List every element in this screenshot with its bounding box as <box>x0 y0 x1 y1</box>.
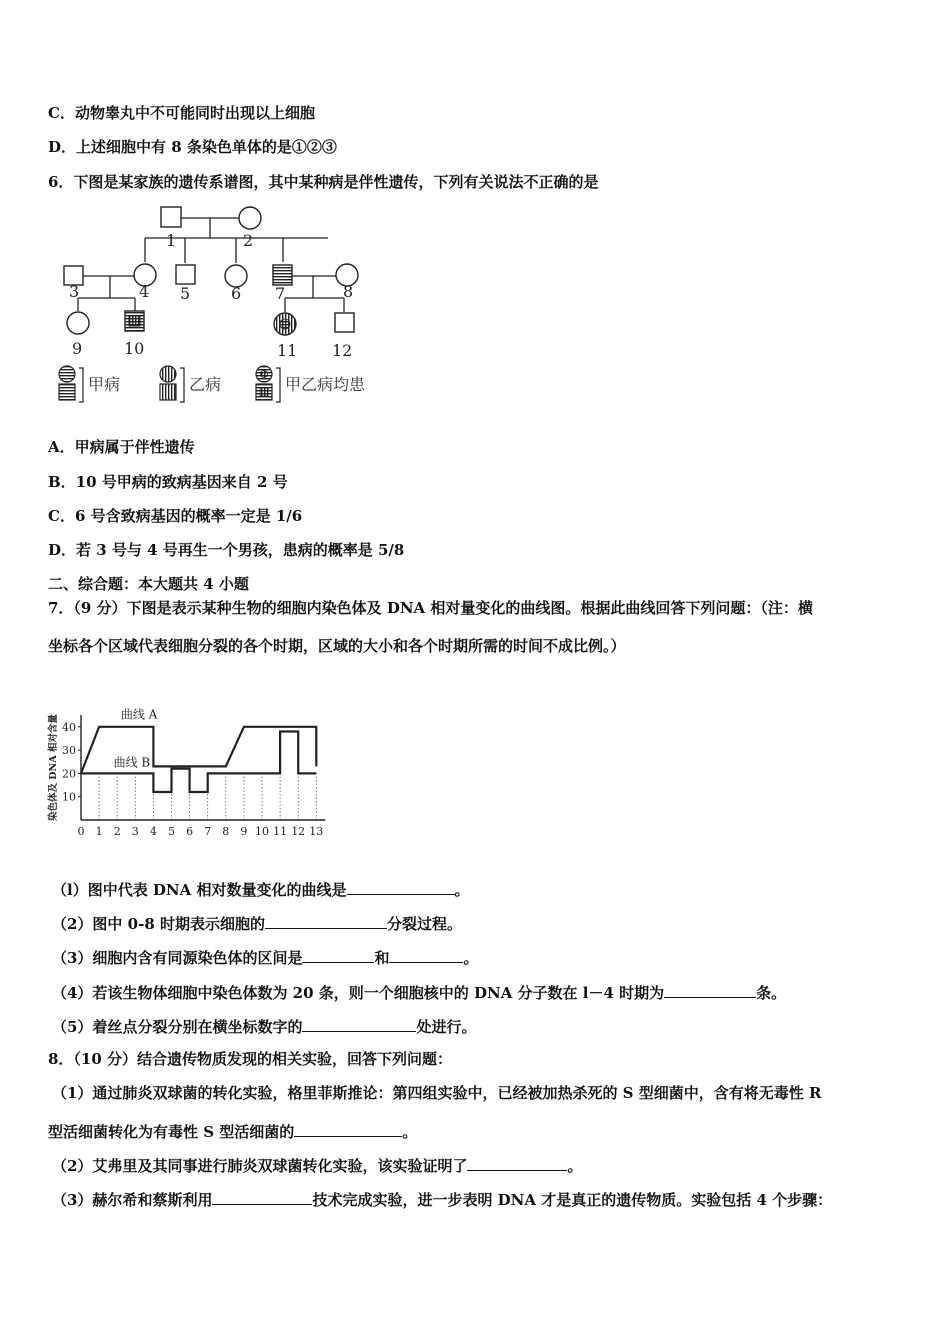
q7-part2 <box>52 912 462 934</box>
pedigree-individual-2 <box>239 207 261 229</box>
q7-part1-text: （l）图中代表 DNA 相对数量变化的曲线是 <box>52 881 347 899</box>
curve-b-label: 曲线 B <box>113 755 151 770</box>
pedigree-diagram <box>45 198 405 410</box>
q7-part3-and: 和 <box>374 949 390 967</box>
x-tick-label: 8 <box>222 825 230 838</box>
q6-stem: 6．下图是某家族的遗传系谱图，其中某种病是伴性遗传，下列有关说法不正确的是 <box>48 173 599 191</box>
q7-stem-line2: 坐标各个区域代表细胞分裂的各个时期，区域的大小和各个时期所需的时间不成比例。） <box>48 637 626 655</box>
x-tick-label: 0 <box>77 825 85 838</box>
pedigree-number: 6 <box>231 284 242 303</box>
answer-blank[interactable] <box>467 1154 567 1171</box>
q7-part4-text: （4）若该生物体细胞中染色体数为 20 条，则一个细胞核中的 DNA 分子数在 l－4 时期为 <box>52 984 665 1002</box>
pedigree-number: 8 <box>343 282 354 301</box>
q7-part2-end: 分裂过程。 <box>386 915 462 933</box>
pedigree-individual-7 <box>273 265 292 285</box>
q8-part2-end: 。 <box>567 1157 583 1175</box>
pedigree-number: 10 <box>124 339 145 358</box>
q7-stem-line1: 7．（9 分）下图是表示某种生物的细胞内染色体及 DNA 相对量变化的曲线图。根据此曲线回答下列问题：（注：横 <box>48 599 813 617</box>
q7-part4 <box>52 981 786 1003</box>
pedigree-individual-12 <box>335 313 354 332</box>
y-tick-label: 20 <box>62 767 76 781</box>
q7-part4-end: 条。 <box>756 984 787 1002</box>
q7-part3-end: 。 <box>463 949 479 967</box>
svg-text:甲病: 甲病 <box>88 375 121 394</box>
curve-a-label: 曲线 A <box>120 707 158 722</box>
x-tick-label: 11 <box>273 825 288 838</box>
q8-part1-line2 <box>48 1120 417 1142</box>
q8-part3-end: 技术完成实验，进一步表明 DNA 才是真正的遗传物质。实验包括 4 个步骤： <box>312 1191 833 1209</box>
q7-part3 <box>52 946 478 968</box>
y-tick-label: 40 <box>62 720 76 734</box>
x-tick-label: 3 <box>131 825 139 838</box>
pedigree-individual-10 <box>125 311 144 331</box>
x-tick-label: 5 <box>168 825 175 838</box>
q8-part2 <box>52 1154 582 1176</box>
pedigree-individual-1 <box>161 207 181 227</box>
q7-part1 <box>52 878 470 900</box>
q5-option-d: D．上述细胞中有 8 条染色单体的是①②③ <box>48 138 337 156</box>
answer-blank[interactable] <box>265 912 387 929</box>
answer-blank[interactable] <box>664 981 756 998</box>
pedigree-number: 12 <box>332 341 353 360</box>
q7-part3-text: （3）细胞内含有同源染色体的区间是 <box>52 949 303 967</box>
y-axis-label: 染色体及 DNA 相对含量 <box>48 714 59 822</box>
pedigree-number: 7 <box>275 284 286 303</box>
q6-option-b: B．10 号甲病的致病基因来自 2 号 <box>48 473 288 491</box>
q8-part1-end: 。 <box>402 1123 418 1141</box>
answer-blank[interactable] <box>294 1120 402 1137</box>
legend-yi <box>160 366 221 402</box>
svg-text:甲乙病均患: 甲乙病均患 <box>285 375 366 394</box>
pedigree-individual-11 <box>274 313 296 335</box>
x-tick-label: 9 <box>240 825 248 838</box>
answer-blank[interactable] <box>389 946 463 963</box>
q8-part1-line1: （1）通过肺炎双球菌的转化实验，格里菲斯推论：第四组实验中，已经被加热杀死的 S 型细菌中，含有将无毒性 R <box>52 1084 822 1102</box>
q8-part3-text: （3）赫尔希和蔡斯利用 <box>52 1191 213 1209</box>
q7-part1-end: 。 <box>454 881 470 899</box>
q5-option-c: C．动物睾丸中不可能同时出现以上细胞 <box>48 104 315 122</box>
x-tick-label: 2 <box>113 825 121 838</box>
q8-stem: 8．（10 分）结合遗传物质发现的相关实验，回答下列问题： <box>48 1050 453 1068</box>
pedigree-number: 5 <box>180 284 191 303</box>
answer-blank[interactable] <box>347 878 455 895</box>
x-tick-label: 7 <box>204 825 212 838</box>
q7-part5-end: 处进行。 <box>416 1018 477 1036</box>
q6-option-c: C．6 号含致病基因的概率一定是 1/6 <box>48 507 303 525</box>
pedigree-individual-5 <box>176 265 195 284</box>
x-tick-label: 10 <box>255 825 269 838</box>
pedigree-number: 4 <box>139 282 150 301</box>
q8-part2-text: （2）艾弗里及其同事进行肺炎双球菌转化实验，该实验证明了 <box>52 1157 468 1175</box>
q7-chart <box>44 670 364 845</box>
x-tick-label: 6 <box>186 825 194 838</box>
pedigree-number: 3 <box>69 282 80 301</box>
answer-blank[interactable] <box>302 1015 416 1032</box>
answer-blank[interactable] <box>302 946 374 963</box>
q7-part5-text: （5）着丝点分裂分别在横坐标数字的 <box>52 1018 303 1036</box>
y-tick-label: 10 <box>62 790 76 804</box>
legend-both <box>256 366 366 402</box>
svg-text:乙病: 乙病 <box>189 375 222 394</box>
q7-part5 <box>52 1015 476 1037</box>
y-tick-label: 30 <box>62 744 76 758</box>
q6-option-a: A．甲病属于伴性遗传 <box>48 438 195 456</box>
x-tick-label: 13 <box>309 825 324 838</box>
answer-blank[interactable] <box>212 1188 312 1205</box>
pedigree-number: 9 <box>72 339 83 358</box>
pedigree-number: 1 <box>166 231 177 250</box>
pedigree-number: 2 <box>243 231 254 250</box>
x-tick-label: 12 <box>291 825 306 838</box>
x-tick-label: 1 <box>95 825 103 838</box>
pedigree-number: 11 <box>277 341 298 360</box>
legend-jia <box>59 366 120 402</box>
q8-part3 <box>52 1188 832 1210</box>
section-heading: 二、综合题：本大题共 4 小题 <box>48 575 249 593</box>
q7-part2-text: （2）图中 0-8 时期表示细胞的 <box>52 915 265 933</box>
x-tick-label: 4 <box>149 825 157 838</box>
q6-option-d: D．若 3 号与 4 号再生一个男孩，患病的概率是 5/8 <box>48 541 405 559</box>
q8-part1-text: 型活细菌转化为有毒性 S 型活细菌的 <box>48 1123 295 1141</box>
pedigree-individual-9 <box>67 312 89 334</box>
